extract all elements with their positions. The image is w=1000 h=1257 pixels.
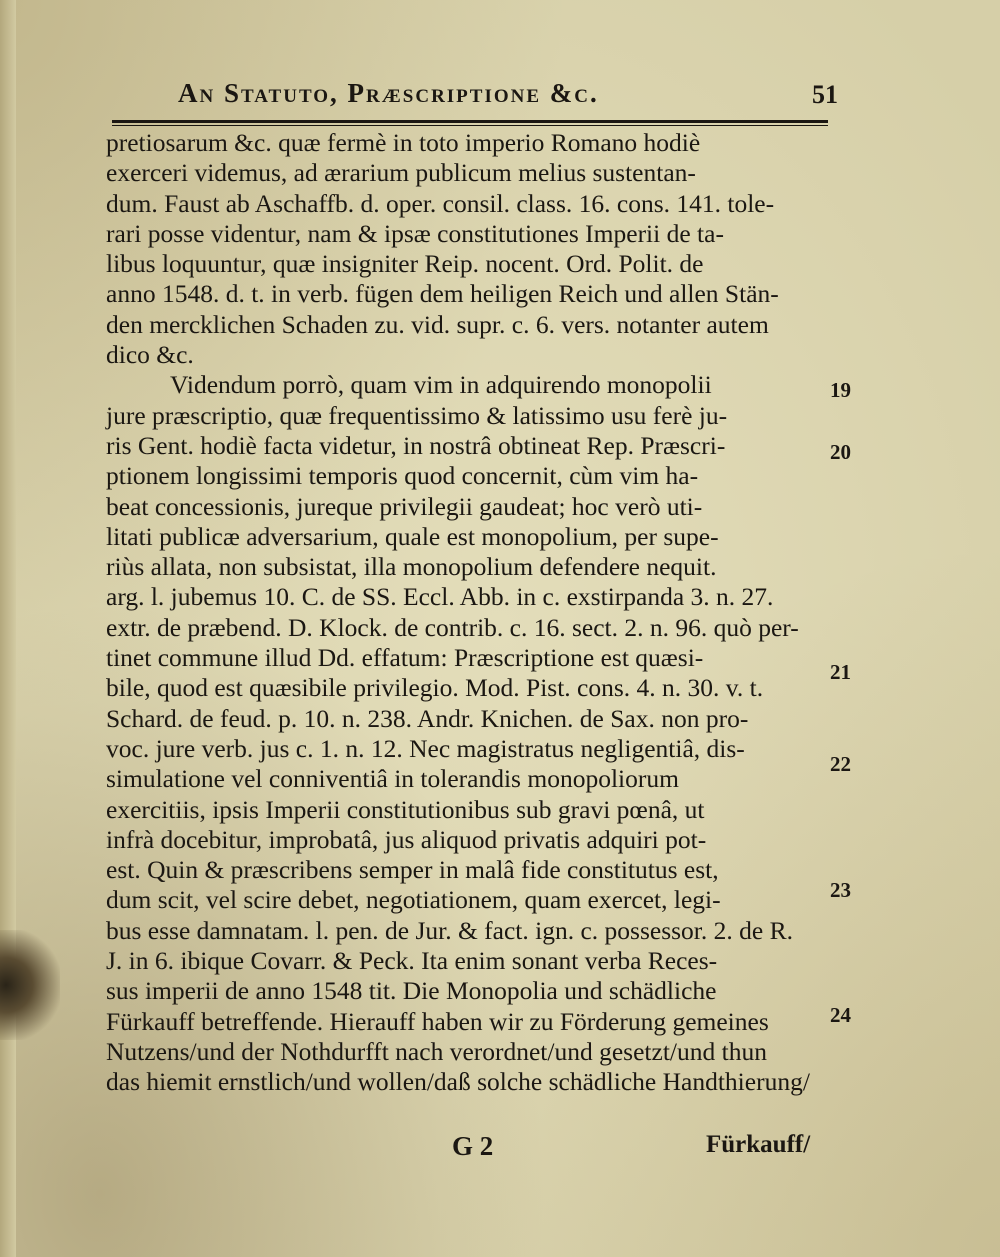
text-line: J. in 6. ibique Covarr. & Peck. Ita enim sonant verba Reces- (106, 946, 718, 976)
signature-mark: G 2 (452, 1131, 494, 1161)
text-line: dico &c. (106, 340, 194, 370)
text-line: ris Gent. hodiè facta videtur, in nostrâ obtineat Rep. Præscri- (106, 430, 726, 460)
header-rule (112, 120, 828, 123)
text-line: exerceri videmus, ad ærarium publicum melius sustentan- (106, 158, 696, 188)
text-line: tinet commune illud Dd. effatum: Præscriptione est quæsi- (106, 643, 704, 673)
text-line: pretiosarum &c. quæ fermè in toto imperio Romano hodiè (106, 128, 701, 157)
page-number: 51 (812, 80, 838, 109)
margin-note-22: 22 (830, 752, 851, 776)
text-line: arg. l. jubemus 10. C. de SS. Eccl. Abb. in c. exstirpanda 3. n. 27. (106, 582, 774, 612)
text-line: Schard. de feud. p. 10. n. 238. Andr. Knichen. de Sax. non pro- (106, 703, 749, 733)
text-line: sus imperii de anno 1548 tit. Die Monopolia und schädliche (106, 976, 717, 1006)
body-text (106, 128, 836, 1098)
text-line: dum scit, vel scire debet, negotiationem, quam exercet, legi- (106, 885, 721, 915)
text-line: dum. Faust ab Aschaffb. d. oper. consil. class. 16. cons. 141. tole- (106, 188, 775, 218)
text-line: das hiemit ernstlich/und wollen/daß solche schädliche Handthierung/ (106, 1067, 810, 1097)
margin-note-19: 19 (830, 378, 851, 402)
text-line: beat concessionis, jureque privilegii gaudeat; hoc verò uti- (106, 491, 703, 521)
text-line: simulatione vel conniventiâ in tolerandis monopoliorum (106, 764, 679, 794)
text-line: Fürkauff betreffende. Hierauff haben wir zu Förderung gemeines (106, 1006, 769, 1036)
page-left-edge (0, 0, 16, 1257)
text-line: libus loquuntur, quæ insigniter Reip. nocent. Ord. Polit. de (106, 249, 704, 279)
text-line: litati publicæ adversarium, quale est monopolium, per supe- (106, 521, 719, 551)
text-line: extr. de præbend. D. Klock. de contrib. c. 16. sect. 2. n. 96. quò per- (106, 612, 799, 642)
text-line: rari posse videntur, nam & ipsæ constitutiones Imperii de ta- (106, 218, 724, 248)
text-line: den mercklichen Schaden zu. vid. supr. c. 6. vers. notanter autem (106, 309, 769, 339)
text-line: ptionem longissimi temporis quod concernit, cùm vim ha- (106, 461, 699, 491)
margin-note-21: 21 (830, 660, 851, 684)
running-head: An Statuto, Præscriptione &c. (178, 78, 599, 108)
header-rule-thin (112, 125, 828, 126)
text-line: riùs allata, non subsistat, illa monopolium defendere nequit. (106, 552, 717, 582)
margin-note-23: 23 (830, 878, 851, 902)
catchword: Fürkauff/ (706, 1131, 811, 1158)
margin-note-20: 20 (830, 440, 851, 464)
page-header (178, 78, 838, 118)
margin-note-24: 24 (830, 1003, 851, 1027)
text-line: bile, quod est quæsibile privilegio. Mod. Pist. cons. 4. n. 30. v. t. (106, 673, 764, 703)
text-line: voc. jure verb. jus c. 1. n. 12. Nec magistratus negligentiâ, dis- (106, 733, 745, 763)
text-line: Videndum porrò, quam vim in adquirendo monopolii (170, 370, 712, 400)
text-line: anno 1548. d. t. in verb. fügen dem heiligen Reich und allen Stän- (106, 279, 779, 309)
text-line: exercitiis, ipsis Imperii constitutionibus sub gravi pœnâ, ut (106, 794, 705, 824)
text-line: Nutzens/und der Nothdurfft nach verordnet/und gesetzt/und thun (106, 1036, 767, 1066)
text-line: bus esse damnatam. l. pen. de Jur. & fact. ign. c. possessor. 2. de R. (106, 915, 793, 945)
text-line: jure præscriptio, quæ frequentissimo & latissimo usu ferè ju- (106, 400, 728, 430)
paper-stain (0, 930, 60, 1040)
text-line: infrà docebitur, improbatâ, jus aliquod privatis adquiri pot- (106, 824, 707, 854)
text-line: est. Quin & præscribens semper in malâ fide constitutus est, (106, 855, 719, 885)
